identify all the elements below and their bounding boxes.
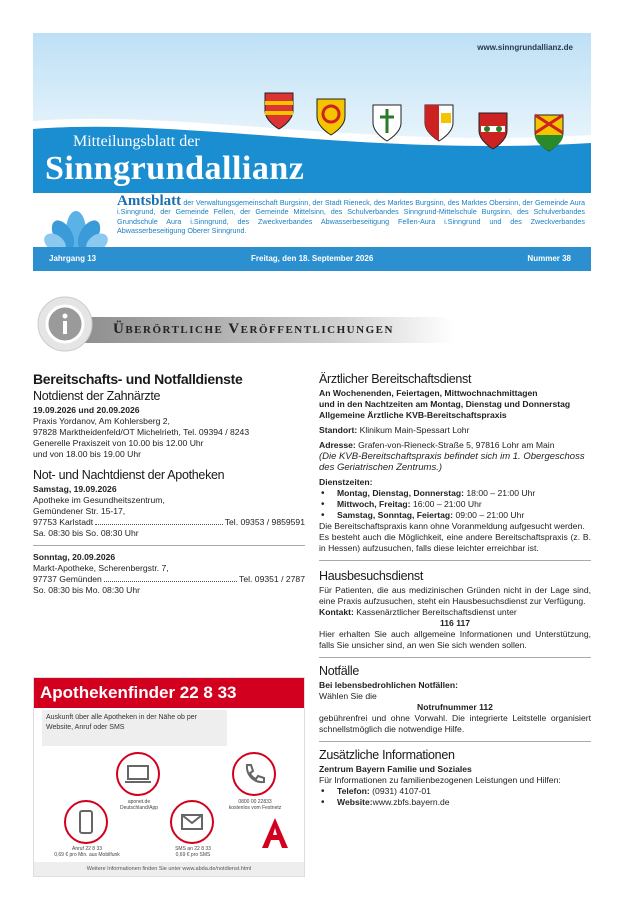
apothekenfinder-ad (33, 677, 305, 877)
section-title: Überörtliche Veröffentlichungen (113, 321, 394, 337)
banner (33, 33, 591, 191)
apotheke2-city: 97737 Gemünden (33, 574, 102, 584)
standort-label: Standort: (319, 425, 358, 435)
list-item (319, 786, 591, 797)
section-header (33, 294, 591, 356)
crest-icon (263, 91, 295, 131)
arzt-note: (Die KVB-Bereitschaftspraxis befindet sich im 1. Obergeschoss des Geriatrischen Zentrums.) (319, 451, 585, 473)
arzt-paragraph: Die Bereitschaftspraxis kann ohne Voranmeldung aufgesucht werden. (319, 521, 585, 531)
issue-info-bar (33, 247, 591, 271)
hausbesuch-paragraph: Für Patienten, die aus medizinischen Gründen nicht in der Lage sind, eine Praxis aufzusuchen, steht ein Hausbesuchsdienst zur Verfügung. (319, 585, 591, 606)
apotheke1-tel-row (33, 517, 305, 528)
left-heading: Bereitschafts- und Notfalldienste (33, 371, 243, 387)
crest-icon (533, 113, 565, 153)
apotheke2-date: Sonntag, 20.09.2026 (33, 552, 116, 562)
hausbesuch-number: 116 117 (439, 618, 471, 628)
crest-icon (477, 111, 509, 151)
hausbesuch-heading: Hausbesuchsdienst (319, 569, 423, 583)
leader-dots (104, 574, 237, 582)
apotheke-a-icon (260, 816, 290, 850)
ad-footer: Weitere Informationen finden Sie unter www.abda.de/notdienst.html (34, 862, 304, 876)
masthead-subtitle: Mitteilungsblatt der (73, 133, 200, 150)
amtsblatt-word: Amtsblatt (117, 193, 182, 209)
arzt-heading: Ärztlicher Bereitschaftsdienst (319, 372, 472, 386)
jahrgang: Jahrgang 13 (49, 254, 97, 263)
apotheke2-tel: Tel. 09351 / 2787 (239, 574, 305, 584)
issue-number: Nummer 38 (527, 254, 571, 263)
zahnarzt-line: 97828 Marktheidenfeld/OT Michelrieth, Tel. 09394 / 8243 (33, 427, 250, 437)
apotheke1-line: Gemündener Str. 15-17, (33, 506, 126, 516)
divider (319, 741, 591, 742)
zahnarzt-heading: Notdienst der Zahnärzte (33, 389, 161, 403)
crests (263, 91, 591, 161)
list-item-value: (0931) 4107-01 (372, 786, 431, 796)
ad-label-sub: kostenlos vom Festnetz (228, 805, 282, 811)
divider (319, 657, 591, 658)
ad-description: Auskunft über alle Apotheken in der Nähe ob per Website, Anruf oder SMS (42, 710, 227, 746)
mobile-icon (64, 800, 108, 844)
arzt-paragraph: Es besteht auch die Möglichkeit, eine andere Bereitschaftspraxis (z. B. in Hessen) aufzusuchen, falls diese leichter erreichbar ist. (319, 532, 591, 553)
adresse-label: Adresse: (319, 440, 356, 450)
issue-date: Freitag, den 18. September 2026 (251, 254, 374, 263)
list-item-value: 18:00 – 21:00 Uhr (466, 488, 536, 498)
arzt-bold: und in den Nachtzeiten am Montag, Dienstag und Donnerstag (319, 399, 571, 409)
website-link[interactable]: www.zbfs.bayern.de (372, 797, 450, 807)
arzt-bold: Allgemeine Ärztliche KVB-Bereitschaftspraxis (319, 410, 507, 420)
amtsblatt-text (117, 193, 586, 236)
apotheke2-tel-row (33, 574, 305, 585)
kontakt: Kassenärztlicher Bereitschaftsdienst unter (356, 607, 517, 617)
divider (33, 545, 305, 546)
list-item (319, 510, 591, 521)
apotheke2-time: So. 08:30 bis Mo. 08:30 Uhr (33, 585, 141, 595)
notfaelle-paragraph: gebührenfrei und ohne Vorwahl. Die integrierte Leitstelle organisiert schnellstmöglich die notwendige Hilfe. (319, 713, 591, 734)
zusatz-line: Für Informationen zu familienbezogenen Leistungen und Hilfen: (319, 775, 561, 785)
leader-dots (95, 517, 223, 525)
info-icon (37, 296, 93, 352)
site-url[interactable]: www.sinngrundallianz.de (477, 43, 573, 52)
ad-title: Apothekenfinder 22 8 33 (34, 678, 304, 708)
left-column (33, 371, 305, 596)
apotheke1-line: Apotheke im Gesundheitszentrum, (33, 495, 165, 505)
list-item-label: Samstag, Sonntag, Feiertag: (337, 510, 454, 520)
ad-label: aponet.de (127, 799, 151, 805)
zusatz-heading: Zusätzliche Informationen (319, 748, 455, 762)
zusatz-bold: Zentrum Bayern Familie und Soziales (319, 764, 472, 774)
ad-label: Anruf 22 8 33 (71, 846, 103, 852)
zusatz-list (319, 786, 591, 808)
apotheke1-date: Samstag, 19.09.2026 (33, 484, 117, 494)
list-item-label: Website: (337, 797, 373, 807)
list-item (319, 488, 591, 499)
list-item (319, 499, 591, 510)
phone-icon (232, 752, 276, 796)
arzt-bold: An Wochenenden, Feiertagen, Mittwochnachmittagen (319, 388, 538, 398)
crest-icon (423, 103, 455, 143)
mail-icon (170, 800, 214, 844)
dienstzeiten-label: Dienstzeiten: (319, 477, 373, 487)
ad-label-sub: 0,69 € pro SMS (175, 852, 211, 858)
zahnarzt-line: und von 18.00 bis 19.00 Uhr (33, 449, 141, 459)
list-item-label: Montag, Dienstag, Donnerstag: (337, 488, 465, 498)
masthead-title: Sinngrundallianz (45, 150, 305, 187)
apotheke1-tel: Tel. 09353 / 9859591 (224, 517, 305, 527)
masthead (33, 33, 591, 273)
divider (319, 560, 591, 561)
list-item-label: Mittwoch, Freitag: (337, 499, 411, 509)
amtsblatt-description: der Verwaltungsgemeinschaft Burgsinn, der Stadt Rieneck, des Marktes Burgsinn, des Marktes Obersinn, der Gemeinde Aura i.Sinngrund, der Gemeinde Fellen, der Gemeinde Mittelsinn, des Schulverbandes Sinngrund-Mittelschule Burgsinn, des Schulverbandes Grundschule Aura i.Sinngrund, des Zweckverbandes Abwasserbeseitigung Fellen-Aura i.Sinngrund und des Zweckverbandes Abwasserbeseitigung Oberer Sinngrund. (117, 198, 586, 236)
right-column (319, 374, 591, 808)
adresse: Grafen-von-Rieneck-Straße 5, 97816 Lohr am Main (358, 440, 555, 450)
list-item-value: 16:00 – 21:00 Uhr (412, 499, 482, 509)
zahnarzt-line: Praxis Yordanov, Am Kohlersberg 2, (33, 416, 170, 426)
hausbesuch-paragraph: Hier erhalten Sie auch allgemeine Informationen und Unterstützung, falls Sie unsicher sind, an wen Sie sich wenden sollen. (319, 629, 591, 650)
list-item (319, 797, 591, 808)
notfaelle-line: Wählen Sie die (319, 691, 377, 701)
crest-icon (371, 103, 403, 143)
apotheke2-line: Markt-Apotheke, Scherenbergstr. 7, (33, 563, 169, 573)
crest-icon (315, 97, 347, 137)
kontakt-label: Kontakt: (319, 607, 354, 617)
zahnarzt-dates: 19.09.2026 und 20.09.2026 (33, 405, 140, 415)
list-item-value: 09:00 – 21:00 Uhr (455, 510, 525, 520)
ad-label: 0800 00 22833 (238, 799, 272, 805)
notruf-number: Notrufnummer 112 (417, 702, 493, 712)
notfaelle-bold: Bei lebensbedrohlichen Notfällen: (319, 680, 458, 690)
ad-label: SMS an 22 8 33 (175, 846, 211, 852)
standort: Klinikum Main-Spessart Lohr (359, 425, 470, 435)
notfaelle-heading: Notfälle (319, 664, 359, 678)
laptop-icon (116, 752, 160, 796)
ad-label-sub: Deutschland/App (119, 805, 159, 811)
ad-label-sub: 0,69 € pro Min. aus Mobilfunk (54, 852, 120, 858)
zahnarzt-line: Generelle Praxiszeit von 10.00 bis 12.00 Uhr (33, 438, 204, 448)
list-item-label: Telefon: (337, 786, 370, 796)
apotheken-heading: Not- und Nachtdienst der Apotheken (33, 468, 225, 482)
apotheke1-city: 97753 Karlstadt (33, 517, 94, 527)
apotheke1-time: Sa. 08:30 bis So. 08:30 Uhr (33, 528, 139, 538)
dienstzeiten-list (319, 488, 591, 521)
